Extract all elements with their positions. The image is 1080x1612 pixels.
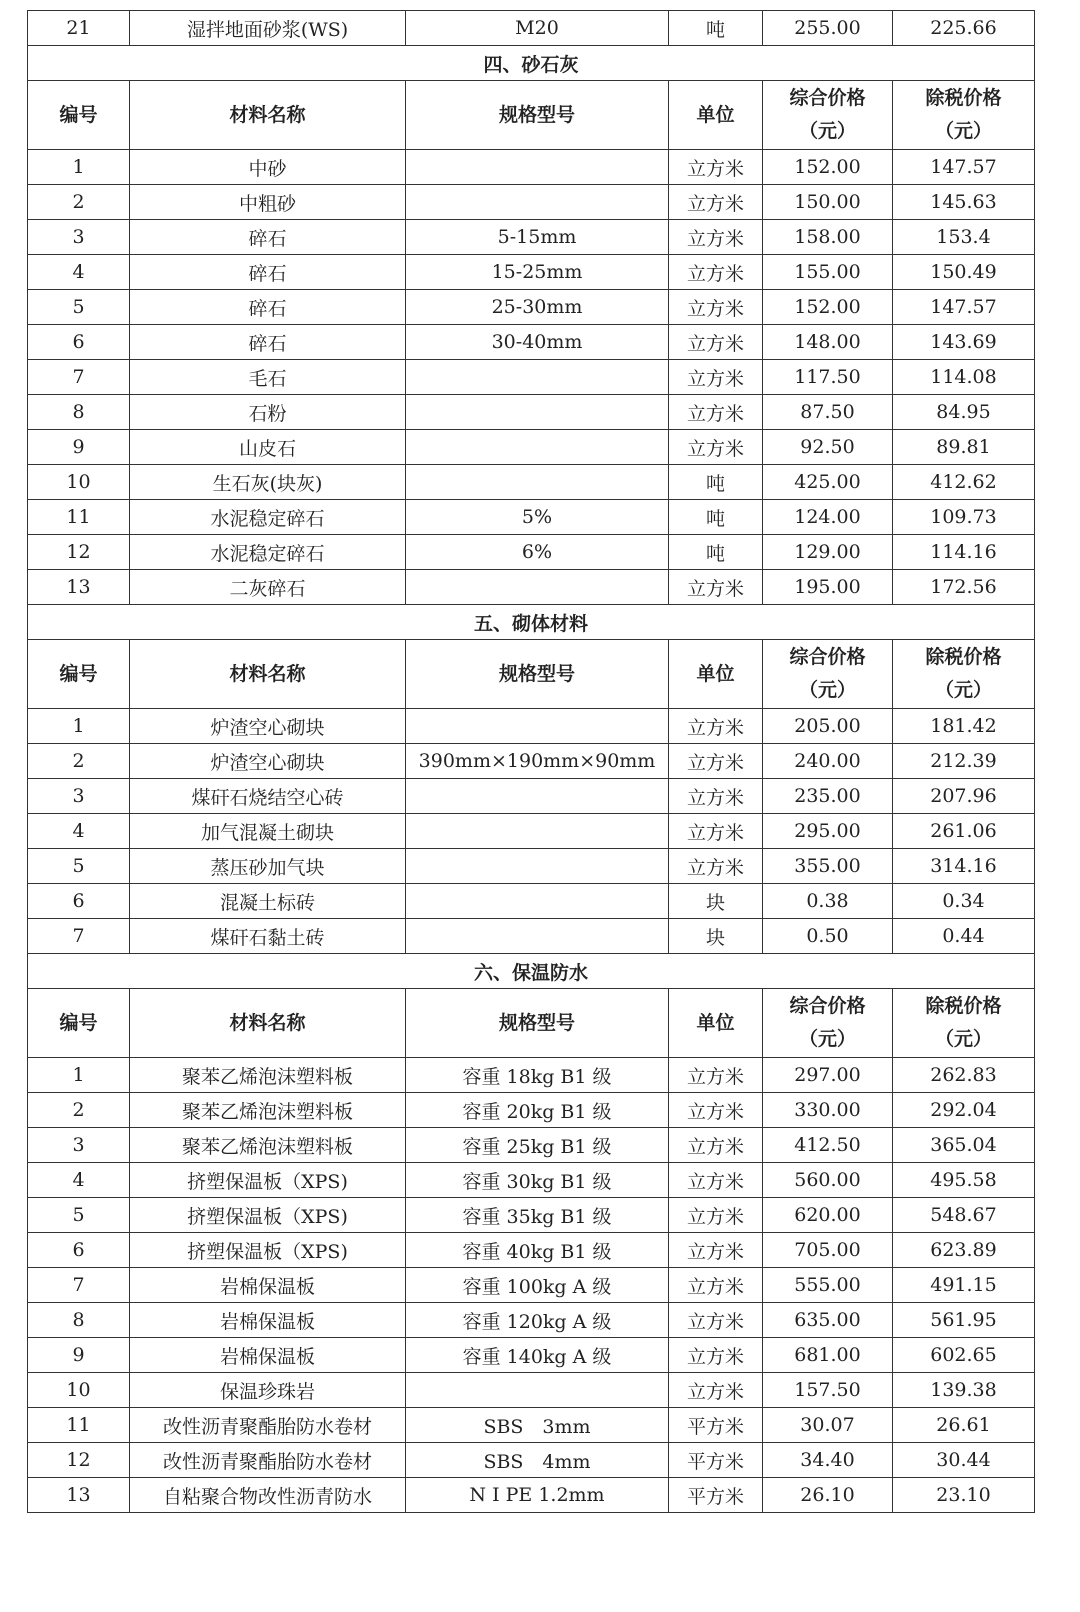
cell-name: 水泥稳定碎石: [130, 500, 406, 535]
cell-spec: 25-30mm: [406, 290, 669, 325]
cell-unit: 立方米: [669, 570, 763, 605]
header-price-label: 综合价格: [789, 87, 866, 109]
cell-taxfree: 84.95: [893, 395, 1035, 430]
cell-no: 5: [28, 290, 130, 325]
cell-no: 3: [28, 779, 130, 814]
cell-unit: 立方米: [669, 1093, 763, 1128]
section-title: 四、砂石灰: [28, 46, 1035, 81]
cell-name: 聚苯乙烯泡沫塑料板: [130, 1058, 406, 1093]
table-row: [28, 360, 1035, 395]
table-row: [28, 1408, 1035, 1443]
cell-taxfree: 89.81: [893, 430, 1035, 465]
cell-name: 二灰碎石: [130, 570, 406, 605]
table-row: [28, 1093, 1035, 1128]
table-row: [28, 1268, 1035, 1303]
cell-taxfree: 495.58: [893, 1163, 1035, 1198]
cell-taxfree: 181.42: [893, 709, 1035, 744]
table-row: [28, 709, 1035, 744]
table-row: [28, 220, 1035, 255]
cell-unit: 立方米: [669, 1163, 763, 1198]
table-row: [28, 884, 1035, 919]
cell-no: 3: [28, 220, 130, 255]
cell-unit: 吨: [669, 465, 763, 500]
cell-price: 150.00: [763, 185, 893, 220]
cell-unit: 平方米: [669, 1478, 763, 1513]
cell-name: 自粘聚合物改性沥青防水: [130, 1478, 406, 1513]
cell-unit: 立方米: [669, 709, 763, 744]
cell-taxfree: 0.34: [893, 884, 1035, 919]
section-title-row: [28, 954, 1035, 989]
cell-taxfree: 143.69: [893, 325, 1035, 360]
cell-unit: 立方米: [669, 744, 763, 779]
cell-spec: [406, 360, 669, 395]
cell-taxfree: 150.49: [893, 255, 1035, 290]
table-row: [28, 465, 1035, 500]
section-title-row: [28, 605, 1035, 640]
cell-price: 240.00: [763, 744, 893, 779]
cell-spec: [406, 395, 669, 430]
cell-name: 中粗砂: [130, 185, 406, 220]
header-name: 材料名称: [130, 81, 406, 150]
cell-no: 7: [28, 919, 130, 954]
table-row: [28, 290, 1035, 325]
cell-taxfree: 548.67: [893, 1198, 1035, 1233]
table-row: [28, 395, 1035, 430]
cell-taxfree: 623.89: [893, 1233, 1035, 1268]
cell-no: 1: [28, 1058, 130, 1093]
header-taxfree-unit: （元）: [934, 1028, 992, 1050]
cell-no: 8: [28, 395, 130, 430]
header-price-unit: （元）: [798, 679, 856, 701]
cell-spec: SBS 3mm: [406, 1408, 669, 1443]
cell-unit: 立方米: [669, 1338, 763, 1373]
table-row: [28, 185, 1035, 220]
header-price: [763, 81, 893, 150]
cell-unit: 立方米: [669, 255, 763, 290]
cell-unit: 立方米: [669, 325, 763, 360]
cell-taxfree: 172.56: [893, 570, 1035, 605]
cell-name: 碎石: [130, 220, 406, 255]
table-row: [28, 1303, 1035, 1338]
cell-unit: 吨: [669, 535, 763, 570]
header-price-label: 综合价格: [789, 995, 866, 1017]
cell-spec: 容重 30kg B1 级: [406, 1163, 669, 1198]
cell-spec: M20: [406, 11, 669, 46]
table-row: [28, 1443, 1035, 1478]
cell-spec: [406, 185, 669, 220]
cell-spec: 15-25mm: [406, 255, 669, 290]
cell-spec: [406, 884, 669, 919]
cell-name: 岩棉保温板: [130, 1268, 406, 1303]
cell-no: 7: [28, 360, 130, 395]
cell-no: 4: [28, 255, 130, 290]
cell-unit: 立方米: [669, 1128, 763, 1163]
header-price: [763, 989, 893, 1058]
cell-unit: 平方米: [669, 1443, 763, 1478]
cell-spec: 容重 120kg A 级: [406, 1303, 669, 1338]
section-title: 五、砌体材料: [28, 605, 1035, 640]
header-unit: 单位: [669, 640, 763, 709]
cell-spec: [406, 430, 669, 465]
cell-taxfree: 225.66: [893, 11, 1035, 46]
header-taxfree-unit: （元）: [934, 679, 992, 701]
cell-price: 297.00: [763, 1058, 893, 1093]
cell-no: 6: [28, 1233, 130, 1268]
header-no: 编号: [28, 640, 130, 709]
cell-no: 6: [28, 884, 130, 919]
cell-no: 2: [28, 1093, 130, 1128]
table-row: [28, 1478, 1035, 1513]
table-row: [28, 1128, 1035, 1163]
cell-no: 11: [28, 500, 130, 535]
header-taxfree-unit: （元）: [934, 120, 992, 142]
cell-unit: 吨: [669, 500, 763, 535]
table-row: [28, 500, 1035, 535]
header-name: 材料名称: [130, 989, 406, 1058]
cell-price: 157.50: [763, 1373, 893, 1408]
cell-name: 挤塑保温板（XPS): [130, 1163, 406, 1198]
cell-no: 9: [28, 1338, 130, 1373]
cell-taxfree: 262.83: [893, 1058, 1035, 1093]
cell-price: 124.00: [763, 500, 893, 535]
cell-name: 碎石: [130, 325, 406, 360]
cell-name: 加气混凝土砌块: [130, 814, 406, 849]
cell-unit: 立方米: [669, 1198, 763, 1233]
cell-price: 129.00: [763, 535, 893, 570]
cell-unit: 立方米: [669, 290, 763, 325]
price-table-body: [28, 11, 1035, 1513]
header-no: 编号: [28, 989, 130, 1058]
cell-taxfree: 147.57: [893, 150, 1035, 185]
cell-taxfree: 139.38: [893, 1373, 1035, 1408]
cell-price: 235.00: [763, 779, 893, 814]
cell-no: 12: [28, 1443, 130, 1478]
cell-taxfree: 292.04: [893, 1093, 1035, 1128]
cell-unit: 吨: [669, 11, 763, 46]
cell-no: 8: [28, 1303, 130, 1338]
section-title-row: [28, 46, 1035, 81]
cell-no: 12: [28, 535, 130, 570]
cell-taxfree: 602.65: [893, 1338, 1035, 1373]
header-row: [28, 640, 1035, 709]
table-row: [28, 1338, 1035, 1373]
cell-spec: 容重 100kg A 级: [406, 1268, 669, 1303]
table-row: [28, 919, 1035, 954]
cell-no: 13: [28, 570, 130, 605]
cell-name: 炉渣空心砌块: [130, 709, 406, 744]
cell-name: 挤塑保温板（XPS): [130, 1233, 406, 1268]
cell-no: 2: [28, 185, 130, 220]
cell-spec: 30-40mm: [406, 325, 669, 360]
cell-no: 2: [28, 744, 130, 779]
cell-spec: 容重 25kg B1 级: [406, 1128, 669, 1163]
cell-unit: 立方米: [669, 1268, 763, 1303]
section-title: 六、保温防水: [28, 954, 1035, 989]
cell-taxfree: 212.39: [893, 744, 1035, 779]
header-price-unit: （元）: [798, 120, 856, 142]
cell-price: 152.00: [763, 150, 893, 185]
cell-unit: 立方米: [669, 185, 763, 220]
cell-no: 5: [28, 849, 130, 884]
cell-taxfree: 153.4: [893, 220, 1035, 255]
cell-unit: 立方米: [669, 814, 763, 849]
cell-no: 10: [28, 1373, 130, 1408]
header-taxfree: [893, 989, 1035, 1058]
cell-price: 412.50: [763, 1128, 893, 1163]
cell-name: 混凝土标砖: [130, 884, 406, 919]
header-no: 编号: [28, 81, 130, 150]
table-row: [28, 779, 1035, 814]
header-row: [28, 989, 1035, 1058]
cell-spec: 容重 20kg B1 级: [406, 1093, 669, 1128]
cell-unit: 立方米: [669, 395, 763, 430]
cell-spec: [406, 150, 669, 185]
cell-unit: 立方米: [669, 1233, 763, 1268]
cell-spec: [406, 570, 669, 605]
cell-price: 155.00: [763, 255, 893, 290]
header-price: [763, 640, 893, 709]
cell-price: 0.50: [763, 919, 893, 954]
cell-no: 6: [28, 325, 130, 360]
cell-price: 560.00: [763, 1163, 893, 1198]
cell-spec: [406, 1373, 669, 1408]
header-taxfree: [893, 640, 1035, 709]
cell-price: 295.00: [763, 814, 893, 849]
header-spec: 规格型号: [406, 640, 669, 709]
cell-name: 水泥稳定碎石: [130, 535, 406, 570]
cell-taxfree: 261.06: [893, 814, 1035, 849]
table-row: [28, 849, 1035, 884]
cell-no: 11: [28, 1408, 130, 1443]
cell-no: 3: [28, 1128, 130, 1163]
cell-price: 255.00: [763, 11, 893, 46]
cell-name: 山皮石: [130, 430, 406, 465]
header-spec: 规格型号: [406, 81, 669, 150]
header-unit: 单位: [669, 989, 763, 1058]
cell-price: 26.10: [763, 1478, 893, 1513]
cell-no: 4: [28, 1163, 130, 1198]
header-taxfree: [893, 81, 1035, 150]
cell-taxfree: 26.61: [893, 1408, 1035, 1443]
cell-taxfree: 561.95: [893, 1303, 1035, 1338]
cell-unit: 立方米: [669, 779, 763, 814]
cell-price: 34.40: [763, 1443, 893, 1478]
cell-spec: SBS 4mm: [406, 1443, 669, 1478]
cell-taxfree: 30.44: [893, 1443, 1035, 1478]
cell-taxfree: 412.62: [893, 465, 1035, 500]
cell-price: 30.07: [763, 1408, 893, 1443]
cell-name: 石粉: [130, 395, 406, 430]
table-row: [28, 11, 1035, 46]
cell-price: 205.00: [763, 709, 893, 744]
cell-name: 改性沥青聚酯胎防水卷材: [130, 1408, 406, 1443]
cell-no: 21: [28, 11, 130, 46]
table-row: [28, 1058, 1035, 1093]
cell-name: 碎石: [130, 290, 406, 325]
table-row: [28, 1163, 1035, 1198]
cell-spec: [406, 709, 669, 744]
cell-price: 158.00: [763, 220, 893, 255]
cell-no: 10: [28, 465, 130, 500]
cell-spec: [406, 814, 669, 849]
table-row: [28, 814, 1035, 849]
cell-taxfree: 109.73: [893, 500, 1035, 535]
cell-taxfree: 0.44: [893, 919, 1035, 954]
cell-price: 620.00: [763, 1198, 893, 1233]
table-row: [28, 325, 1035, 360]
cell-unit: 立方米: [669, 220, 763, 255]
cell-price: 195.00: [763, 570, 893, 605]
cell-no: 1: [28, 150, 130, 185]
cell-taxfree: 114.16: [893, 535, 1035, 570]
cell-spec: [406, 465, 669, 500]
cell-price: 92.50: [763, 430, 893, 465]
cell-name: 挤塑保温板（XPS): [130, 1198, 406, 1233]
cell-name: 蒸压砂加气块: [130, 849, 406, 884]
cell-price: 635.00: [763, 1303, 893, 1338]
cell-price: 425.00: [763, 465, 893, 500]
cell-name: 保温珍珠岩: [130, 1373, 406, 1408]
cell-no: 9: [28, 430, 130, 465]
cell-spec: [406, 849, 669, 884]
cell-taxfree: 145.63: [893, 185, 1035, 220]
cell-name: 碎石: [130, 255, 406, 290]
table-row: [28, 1233, 1035, 1268]
cell-taxfree: 491.15: [893, 1268, 1035, 1303]
cell-spec: [406, 919, 669, 954]
header-taxfree-label: 除税价格: [925, 995, 1002, 1017]
cell-spec: 容重 40kg B1 级: [406, 1233, 669, 1268]
table-row: [28, 535, 1035, 570]
cell-spec: 容重 35kg B1 级: [406, 1198, 669, 1233]
cell-price: 117.50: [763, 360, 893, 395]
cell-taxfree: 114.08: [893, 360, 1035, 395]
cell-unit: 立方米: [669, 1303, 763, 1338]
cell-name: 湿拌地面砂浆(WS): [130, 11, 406, 46]
cell-no: 4: [28, 814, 130, 849]
header-price-unit: （元）: [798, 1028, 856, 1050]
cell-taxfree: 365.04: [893, 1128, 1035, 1163]
cell-spec: 容重 140kg A 级: [406, 1338, 669, 1373]
cell-name: 煤矸石烧结空心砖: [130, 779, 406, 814]
cell-price: 152.00: [763, 290, 893, 325]
cell-name: 炉渣空心砌块: [130, 744, 406, 779]
price-table: [27, 10, 1035, 1513]
cell-unit: 块: [669, 884, 763, 919]
cell-name: 聚苯乙烯泡沫塑料板: [130, 1128, 406, 1163]
cell-name: 生石灰(块灰): [130, 465, 406, 500]
cell-price: 705.00: [763, 1233, 893, 1268]
cell-no: 1: [28, 709, 130, 744]
header-unit: 单位: [669, 81, 763, 150]
cell-spec: 5%: [406, 500, 669, 535]
cell-unit: 块: [669, 919, 763, 954]
cell-unit: 立方米: [669, 849, 763, 884]
cell-name: 毛石: [130, 360, 406, 395]
table-row: [28, 255, 1035, 290]
cell-unit: 立方米: [669, 1058, 763, 1093]
header-taxfree-label: 除税价格: [925, 87, 1002, 109]
cell-name: 岩棉保温板: [130, 1303, 406, 1338]
cell-no: 13: [28, 1478, 130, 1513]
cell-price: 87.50: [763, 395, 893, 430]
cell-taxfree: 207.96: [893, 779, 1035, 814]
header-price-label: 综合价格: [789, 646, 866, 668]
cell-price: 355.00: [763, 849, 893, 884]
cell-no: 5: [28, 1198, 130, 1233]
cell-name: 聚苯乙烯泡沫塑料板: [130, 1093, 406, 1128]
cell-no: 7: [28, 1268, 130, 1303]
cell-price: 148.00: [763, 325, 893, 360]
cell-taxfree: 147.57: [893, 290, 1035, 325]
cell-spec: 6%: [406, 535, 669, 570]
cell-taxfree: 314.16: [893, 849, 1035, 884]
cell-price: 330.00: [763, 1093, 893, 1128]
table-row: [28, 1198, 1035, 1233]
cell-spec: 容重 18kg B1 级: [406, 1058, 669, 1093]
cell-spec: [406, 779, 669, 814]
header-name: 材料名称: [130, 640, 406, 709]
table-row: [28, 430, 1035, 465]
cell-name: 中砂: [130, 150, 406, 185]
cell-unit: 立方米: [669, 360, 763, 395]
cell-price: 681.00: [763, 1338, 893, 1373]
table-row: [28, 150, 1035, 185]
cell-unit: 平方米: [669, 1408, 763, 1443]
cell-name: 改性沥青聚酯胎防水卷材: [130, 1443, 406, 1478]
cell-unit: 立方米: [669, 150, 763, 185]
table-row: [28, 1373, 1035, 1408]
cell-spec: 390mm×190mm×90mm: [406, 744, 669, 779]
cell-name: 煤矸石黏土砖: [130, 919, 406, 954]
cell-taxfree: 23.10: [893, 1478, 1035, 1513]
cell-unit: 立方米: [669, 430, 763, 465]
table-row: [28, 744, 1035, 779]
cell-unit: 立方米: [669, 1373, 763, 1408]
header-spec: 规格型号: [406, 989, 669, 1058]
cell-price: 0.38: [763, 884, 893, 919]
cell-name: 岩棉保温板: [130, 1338, 406, 1373]
table-row: [28, 570, 1035, 605]
cell-spec: 5-15mm: [406, 220, 669, 255]
cell-spec: N I PE 1.2mm: [406, 1478, 669, 1513]
cell-price: 555.00: [763, 1268, 893, 1303]
header-row: [28, 81, 1035, 150]
header-taxfree-label: 除税价格: [925, 646, 1002, 668]
